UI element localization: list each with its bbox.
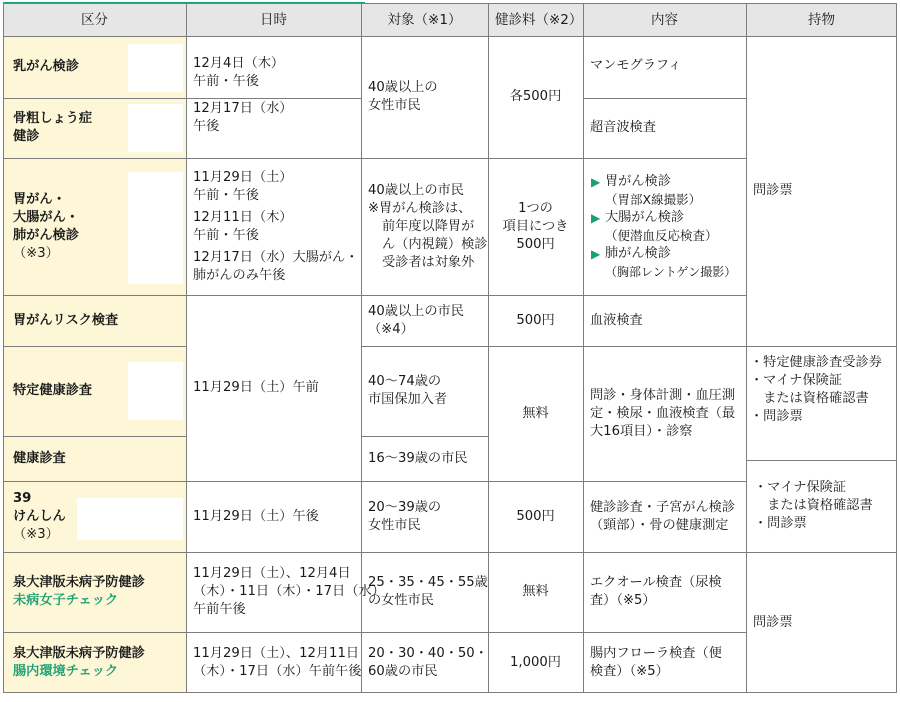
datetime-line: 午後: [193, 119, 220, 134]
triangle-right-icon: ▶: [591, 210, 601, 225]
category-igan: [3, 158, 128, 295]
header-fee: 健診料（※2）: [495, 11, 583, 28]
fee-39kenshin: [488, 481, 583, 552]
datetime-nyugan: [186, 36, 361, 98]
category-label: 胃がん・: [13, 191, 66, 207]
category-nyugan: [3, 36, 128, 98]
content-line: 査）（※5）: [590, 593, 656, 608]
datetime-mibyo-chonai: [186, 632, 361, 693]
target-mibyo-chonai: [361, 632, 488, 693]
target-line: ん（内視鏡）検診: [382, 236, 488, 252]
content-line: （胸部レントゲン撮影）: [605, 264, 737, 279]
fee-value: 1,000円: [510, 654, 561, 670]
fee-value: 500円: [516, 312, 555, 328]
content-line: 腸内フローラ検査（便: [590, 645, 722, 661]
target-line: 20～39歳の: [368, 499, 442, 515]
datetime-igan: [186, 158, 361, 295]
datetime-line: 午前・午後: [193, 227, 259, 243]
datetime-kotsuso: [186, 98, 361, 158]
fee-value: 無料: [522, 584, 549, 599]
datetime-line: 11月29日（土）、12月4日: [193, 566, 351, 581]
category-risk: [3, 295, 186, 346]
category-tokutei: [3, 346, 128, 436]
category-label: 胃がんリスク検査: [13, 312, 119, 328]
target-kenko: [361, 436, 488, 481]
content-line: エクオール検査（尿検: [590, 575, 722, 590]
target-line: 前年度以降胃が: [382, 218, 475, 234]
datetime-line: 11月29日（土）、12月11日: [193, 645, 360, 661]
category-label: （※3）: [13, 245, 59, 261]
items-tokutei: [746, 346, 897, 460]
items-line: ・マイナ保険証: [754, 480, 847, 495]
content-line: （便潜血反応検査）: [605, 227, 718, 243]
datetime-line: 12月4日（木）: [193, 56, 285, 71]
datetime-39kenshin: [186, 481, 361, 552]
fee-mibyo-joshi: [488, 552, 583, 632]
target-igan: [361, 158, 488, 295]
content-risk: [583, 295, 746, 346]
category-label: 健診: [13, 129, 40, 144]
target-line: 16～39歳の市民: [368, 450, 468, 466]
items-shared-1: [746, 36, 897, 346]
triangle-right-icon: ▶: [591, 246, 601, 261]
datetime-line: 11月29日（土）午前: [193, 380, 319, 395]
datetime-line: （木）・17日（水）午前午後: [193, 663, 362, 679]
fee-line: 1つの: [518, 200, 553, 216]
content-kotsuso: [583, 98, 746, 158]
fee-line: 500円: [516, 236, 555, 252]
items-shared-2: [746, 460, 897, 552]
target-line: ※胃がん検診は、: [368, 200, 472, 216]
fee-risk: [488, 295, 583, 346]
content-mibyo-chonai: [583, 632, 746, 693]
content-line: （頸部）・骨の健康測定: [590, 517, 729, 533]
items-line: ・マイナ保険証: [750, 373, 843, 388]
content-39kenshin: [583, 481, 746, 552]
content-line: マンモグラフィ: [590, 58, 682, 73]
category-sublabel: 腸内環境チェック: [13, 663, 119, 679]
mask-block: [77, 498, 183, 540]
target-line: の女性市民: [368, 593, 434, 608]
header-datetime: 日時: [260, 11, 287, 28]
target-risk: [361, 295, 488, 346]
target-line: 60歳の市民: [368, 663, 438, 679]
target-line: 40歳以上の市民: [368, 182, 464, 198]
target-shared-1: [361, 36, 488, 158]
content-line: 定・検尿・血液検査（最: [590, 405, 736, 421]
items-shared-3: [746, 552, 897, 693]
category-mibyo-chonai: [3, 632, 186, 693]
mask-block: [128, 44, 183, 92]
datetime-line: 12月17日（水）: [193, 101, 293, 116]
datetime-mibyo-joshi: [186, 552, 385, 632]
category-kotsuso: [3, 98, 128, 158]
content-line: 健診診査・子宮がん検診: [590, 499, 736, 515]
category-mibyo-joshi: [3, 552, 186, 632]
datetime-line: 11月29日（土）午後: [193, 508, 319, 524]
fee-value: 無料: [522, 405, 549, 421]
items-line: 問診票: [753, 183, 793, 198]
fee-shared-2: [488, 346, 583, 481]
category-label: 肺がん検診: [13, 227, 79, 243]
datetime-line: 11月29日（土）: [193, 169, 293, 185]
header-target: 対象（※1）: [387, 11, 462, 28]
target-line: 40歳以上の: [368, 80, 438, 95]
fee-value: 各500円: [509, 89, 562, 104]
datetime-line: 午前・午後: [193, 187, 259, 203]
content-line: 肺がん検診: [605, 245, 671, 261]
content-nyugan: [583, 36, 746, 98]
category-label: 泉大津版未病予防健診: [13, 645, 145, 661]
items-line: または資格確認書: [750, 391, 869, 406]
datetime-shared-1: [186, 295, 361, 481]
datetime-line: 午前・午後: [193, 74, 259, 89]
mask-block: [128, 172, 183, 284]
content-line: 検査）（※5）: [590, 663, 669, 679]
datetime-line: （木）・11日（木）・17日（水）: [193, 584, 385, 599]
datetime-line: 12月17日（水）大腸がん・: [193, 249, 359, 265]
category-label: 特定健康診査: [13, 383, 93, 398]
target-line: 20・30・40・50・: [368, 645, 488, 661]
items-line: ・問診票: [754, 516, 807, 531]
content-line: 大16項目）・診察: [590, 423, 693, 439]
datetime-line: 12月11日（木）: [193, 209, 293, 225]
target-line: （※4）: [368, 321, 414, 337]
target-line: 40歳以上の市民: [368, 303, 464, 319]
content-line: 大腸がん検診: [605, 209, 685, 225]
header-items: 持物: [808, 11, 835, 28]
content-shared-2: [583, 346, 746, 481]
target-line: 40～74歳の: [368, 374, 442, 389]
category-label: 泉大津版未病予防健診: [13, 575, 145, 590]
mask-block: [128, 104, 183, 152]
content-igan: [583, 158, 746, 295]
category-label: 健康診査: [13, 450, 66, 466]
header-category: 区分: [81, 11, 108, 28]
header-content: 内容: [651, 11, 678, 28]
items-line: ・問診票: [750, 409, 803, 424]
mask-block: [128, 362, 183, 420]
target-39kenshin: [361, 481, 488, 552]
category-kenko: [3, 436, 186, 481]
triangle-right-icon: ▶: [591, 174, 601, 189]
category-label: 乳がん検診: [13, 59, 79, 74]
fee-shared-1: [488, 36, 583, 158]
content-mibyo-joshi: [583, 552, 746, 632]
datetime-line: 肺がんのみ午後: [193, 267, 286, 283]
category-label: （※3）: [13, 526, 59, 542]
fee-value: 500円: [516, 508, 555, 524]
target-line: 女性市民: [368, 517, 421, 533]
fee-mibyo-chonai: [488, 632, 583, 693]
target-line: 25・35・45・55歳: [368, 575, 488, 590]
fee-igan: [488, 158, 583, 295]
content-line: 問診・身体計測・血圧測: [590, 387, 736, 403]
target-line: 市国保加入者: [368, 392, 448, 407]
items-line: または資格確認書: [754, 498, 873, 513]
items-line: ・特定健康診査受診券: [750, 355, 882, 370]
content-line: 血液検査: [590, 312, 643, 328]
category-label: 骨粗しょう症: [13, 111, 93, 126]
category-label: 39: [13, 490, 32, 506]
category-label: 大腸がん・: [13, 209, 79, 225]
content-line: （胃部X線撮影）: [605, 191, 702, 207]
datetime-line: 午前午後: [193, 602, 246, 617]
target-mibyo-joshi: [361, 552, 488, 632]
category-39kenshin: [3, 481, 77, 552]
target-line: 受診者は対象外: [382, 254, 475, 270]
content-line: 胃がん検診: [605, 173, 671, 189]
target-line: 女性市民: [368, 98, 421, 113]
target-tokutei: [361, 346, 488, 436]
category-label: けんしん: [13, 508, 66, 524]
category-sublabel: 未病女子チェック: [13, 593, 119, 608]
items-line: 問診票: [753, 614, 793, 630]
content-line: 超音波検査: [590, 120, 656, 135]
fee-line: 項目につき: [502, 218, 569, 234]
